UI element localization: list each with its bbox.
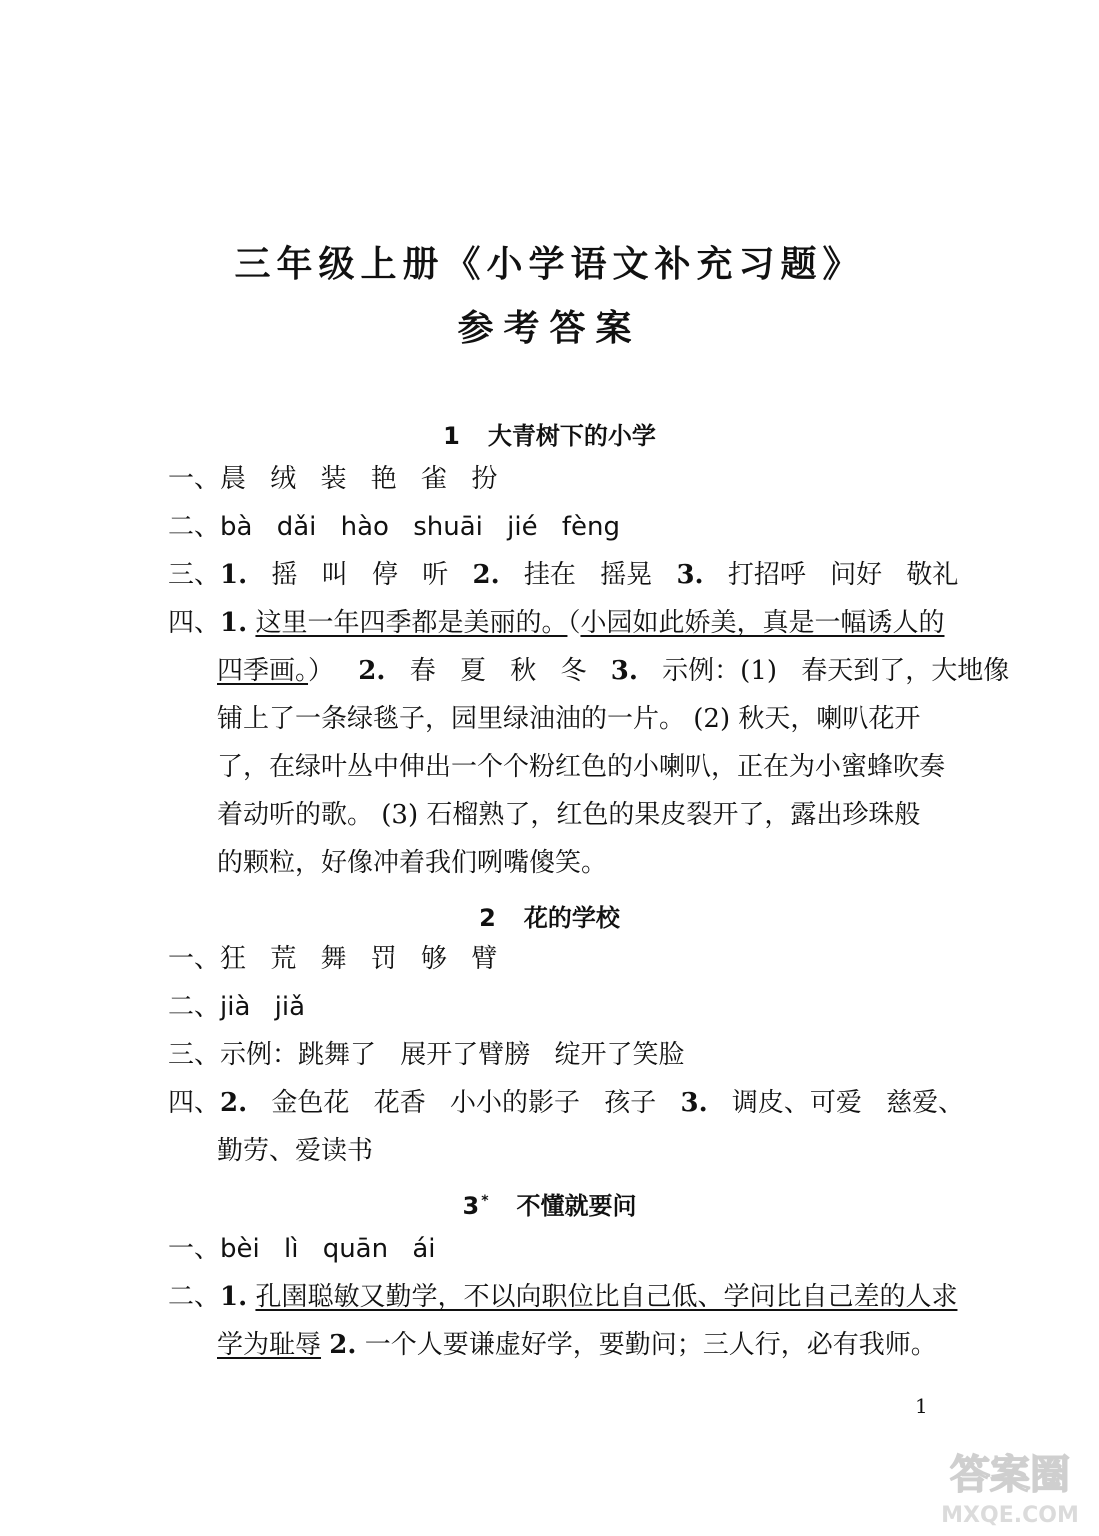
section-name: 不懂就要问 (516, 1192, 637, 1220)
item-number: 2. (358, 656, 386, 686)
section-name: 大青树下的小学 (487, 422, 656, 450)
item-marker: 四、 (168, 608, 221, 638)
answer-line: 铺上了一条绿毯子，园里绿油油的一片。 (2) 秋天，喇叭花开 (217, 704, 921, 734)
answer-text: 春 夏 秋 冬 (385, 656, 611, 686)
item-number: 1. (220, 560, 248, 590)
item-marker: 三、 (168, 560, 221, 590)
section-name: 花的学校 (523, 904, 620, 932)
section-number: 2 (479, 904, 496, 932)
item-marker: 四、 (168, 1088, 221, 1118)
answer-line: 的颗粒，好像冲着我们咧嘴傻笑。 (217, 848, 608, 878)
underlined-answer: 学为耻辱 (217, 1330, 322, 1360)
item-number: 2. (472, 560, 500, 590)
watermark-logo (930, 1440, 1090, 1530)
page-title: 三年级上册《小学语文补充习题》 (234, 243, 865, 285)
answer-line (168, 608, 945, 638)
page-subtitle: 参考答案 (457, 307, 642, 349)
answer-line: 一、晨 绒 装 艳 雀 扮 (168, 464, 498, 494)
watermark-text: 答案圈 (950, 1452, 1070, 1498)
answer-line: 着动听的歌。 (3) 石榴熟了，红色的果皮裂开了，露出珍珠般 (217, 800, 921, 830)
optional-mark: * (481, 1193, 489, 1209)
underlined-answer: 这里一年四季都是美丽的。 (255, 608, 568, 638)
answer-line (168, 1282, 958, 1312)
item-number: 1. (220, 608, 248, 638)
section-number: 1 (443, 422, 460, 450)
answer-line (168, 1088, 965, 1118)
section-number-text: 3 (462, 1192, 480, 1220)
item-number: 3. (676, 560, 704, 590)
underlined-answer: 孔圉聪敏又勤学，不以向职位比自己低、学问比自己差的人求 (255, 1282, 958, 1312)
answer-line (217, 656, 1010, 686)
underlined-answer: 小园如此娇美，真是一幅诱人的 (580, 608, 945, 638)
answer-line: 二、bà dǎi hào shuāi jié fèng (168, 512, 620, 542)
item-number: 3. (680, 1088, 708, 1118)
section-number (462, 1192, 488, 1220)
answer-text: 打招呼 问好 敬礼 (703, 560, 959, 590)
answer-line: 一、bèi lì quān ái (168, 1234, 436, 1264)
answer-line: 勤劳、爱读书 (217, 1136, 374, 1166)
item-marker: 二、 (168, 1282, 221, 1312)
bracket: （ (567, 608, 581, 638)
answer-line (217, 1330, 987, 1360)
answer-text: 金色花 花香 小小的影子 孩子 (247, 1088, 681, 1118)
answer-text: 调皮、可爱 慈爱、 (707, 1088, 965, 1118)
section-heading-3 (0, 1186, 1099, 1221)
item-number: 2. (220, 1088, 248, 1118)
answer-text: 挂在 摇晃 (499, 560, 677, 590)
bracket: ） (308, 656, 359, 686)
answer-line: 一、狂 荒 舞 罚 够 臂 (168, 944, 498, 974)
answer-text: 示例：(1) 春天到了，大地像 (637, 656, 1010, 686)
answer-line (168, 560, 959, 590)
answer-text: 摇 叫 停 听 (247, 560, 473, 590)
underlined-answer: 四季画。 (217, 656, 309, 686)
section-heading-1 (0, 416, 1099, 451)
item-number: 2. (329, 1330, 357, 1360)
answer-line: 二、jià jiǎ (168, 992, 306, 1022)
page-number: 1 (915, 1394, 928, 1418)
watermark-url: MXQE.COM (941, 1503, 1079, 1528)
item-number: 3. (610, 656, 638, 686)
answer-line: 三、示例：跳舞了 展开了臂膀 绽开了笑脸 (168, 1040, 685, 1070)
item-number: 1. (220, 1282, 248, 1312)
section-heading-2 (0, 898, 1099, 933)
answer-text: 一个人要谦虚好学，要勤问；三人行，必有我师。 (356, 1330, 937, 1360)
answer-line: 了，在绿叶丛中伸出一个个粉红色的小喇叭，正在为小蜜蜂吹奏 (217, 752, 946, 782)
